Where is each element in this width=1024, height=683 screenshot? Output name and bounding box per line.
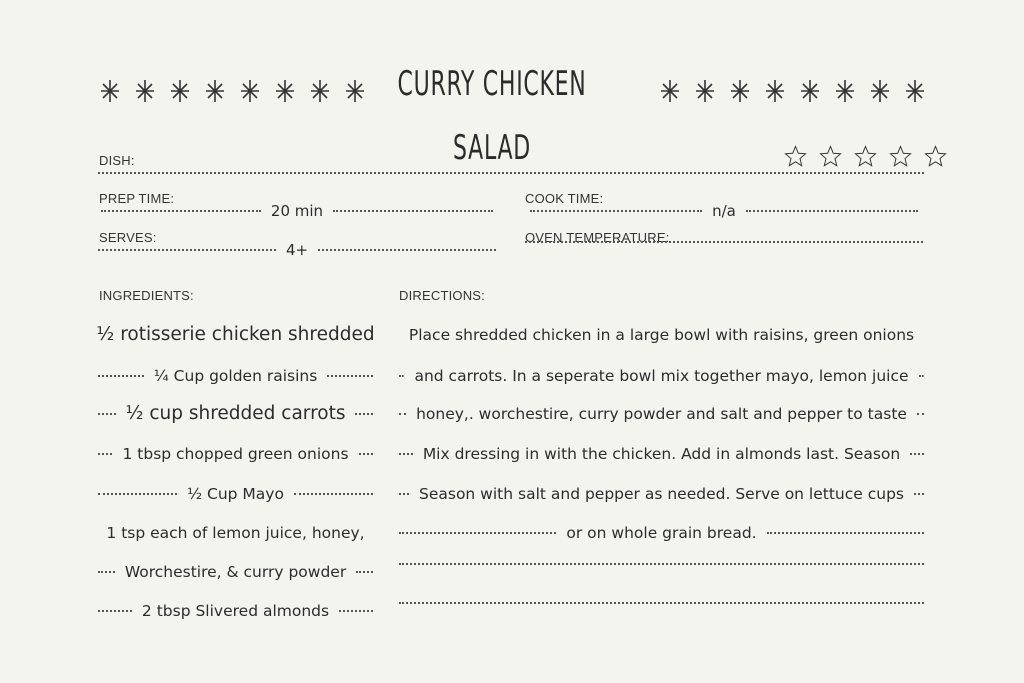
oven-temp-label: OVEN TEMPERATURE: [525,230,670,245]
dotted-leader [98,610,132,612]
directions-label: DIRECTIONS: [399,288,485,303]
ingredient-item-text: 2 tbsp Slivered almonds [141,602,330,620]
cook-time-label: COOK TIME: [525,191,604,206]
cook-time-row [525,202,923,220]
oven-temp-row [525,241,923,243]
recipe-title-line-1: CURRY CHICKEN [397,64,587,104]
dotted-leader [530,210,702,212]
serves-label: SERVES: [99,230,157,245]
rating-star-icon[interactable] [889,145,912,168]
direction-line-text: and carrots. In a seperate bowl mix together mayo, lemon juice [414,367,909,385]
dotted-leader [98,413,116,415]
dotted-leader [399,493,409,495]
dotted-leader [767,532,924,534]
dotted-leader [359,453,373,455]
dotted-leader [914,493,924,495]
dotted-leader [919,375,924,377]
prep-time-value: 20 min [270,202,324,220]
dotted-leader [327,375,373,377]
dotted-leader [356,571,373,573]
dotted-leader [98,375,144,377]
dotted-leader [399,563,924,565]
left-sparkle-row [98,76,368,110]
ingredient-item-text: ½ cup shredded carrots [125,403,346,424]
dotted-leader [399,453,413,455]
ingredient-item-text: 1 tbsp chopped green onions [122,445,349,463]
sparkle-icon-row [98,76,368,106]
ingredients-label: INGREDIENTS: [99,288,194,303]
direction-line-row [399,524,924,542]
serves-row [98,241,496,259]
ingredient-item-text: Worchestire, & curry powder [124,563,347,581]
direction-line-row [399,602,924,604]
dish-dotted-line [98,172,924,174]
direction-line-row [399,326,924,344]
dotted-leader [746,210,918,212]
right-sparkle-row [658,76,928,110]
ingredient-item-row [98,367,373,385]
rating-stars[interactable] [784,145,947,168]
dotted-leader [98,249,276,251]
direction-line-row [399,563,924,565]
direction-line-text: or on whole grain bread. [566,524,757,542]
direction-line-text: Mix dressing in with the chicken. Add in almonds last. Season [422,445,901,463]
rating-star-icon[interactable] [819,145,842,168]
dotted-leader [399,532,556,534]
sparkle-icon-row [658,76,928,106]
ingredient-item-row [98,324,373,345]
ingredient-item-row [98,403,373,424]
direction-line-text: Place shredded chicken in a large bowl with raisins, green onions [408,326,915,344]
ingredient-item-text: ½ rotisserie chicken shredded [96,324,375,345]
direction-line-row [399,367,924,385]
ingredient-item-row [98,524,373,542]
dotted-leader [917,413,924,415]
prep-time-row [98,202,496,220]
dotted-leader [399,413,406,415]
dotted-leader [318,249,496,251]
serves-value: 4+ [285,241,309,259]
direction-line-text: honey,. worchestire, curry powder and salt and pepper to taste [416,405,907,423]
ingredient-item-row [98,445,373,463]
dotted-leader [910,453,924,455]
ingredient-item-text: ½ Cup Mayo [187,485,284,503]
prep-time-label: PREP TIME: [99,191,175,206]
ingredient-item-row [98,563,373,581]
ingredient-item-row [98,485,373,503]
ingredient-item-text: ¼ Cup golden raisins [153,367,318,385]
recipe-title-line-2: SALAD [453,128,531,168]
direction-line-row [399,405,924,423]
dotted-leader [333,210,493,212]
ingredient-item-row [98,602,373,620]
dotted-leader [525,241,923,243]
ingredient-item-text: 1 tsp each of lemon juice, honey, [106,524,365,542]
dish-label: DISH: [99,153,135,168]
direction-line-text: Season with salt and pepper as needed. Serve on lettuce cups [419,485,905,503]
dotted-leader [355,413,373,415]
dotted-leader [98,453,112,455]
rating-star-icon[interactable] [784,145,807,168]
dotted-leader [294,493,373,495]
rating-star-icon[interactable] [924,145,947,168]
dotted-leader [98,571,115,573]
dotted-leader [101,210,261,212]
dotted-leader [399,602,924,604]
direction-line-row [399,485,924,503]
direction-line-row [399,445,924,463]
dotted-leader [98,493,177,495]
dotted-leader [339,610,373,612]
cook-time-value: n/a [712,202,736,220]
rating-star-icon[interactable] [854,145,877,168]
